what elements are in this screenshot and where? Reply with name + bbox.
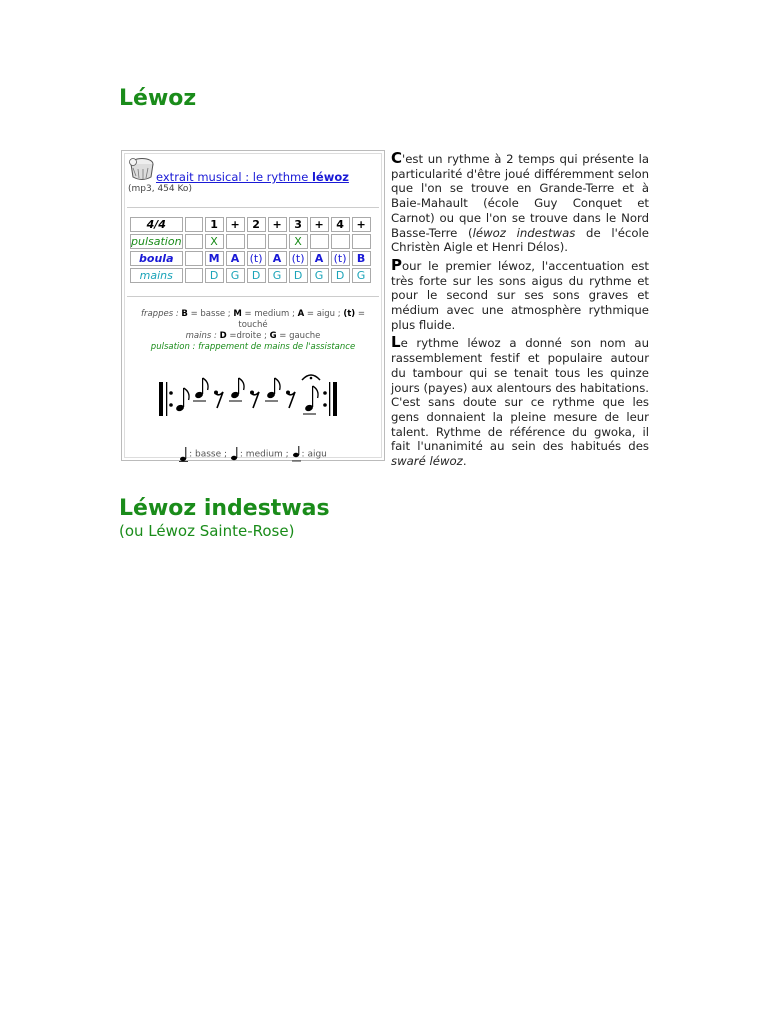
paragraph-text: . — [462, 454, 467, 469]
row-label-measure: 4/4 — [130, 217, 183, 232]
table-cell: D — [247, 268, 266, 283]
notes-legend-medium: : medium ; — [239, 449, 292, 460]
rhythm-box — [121, 150, 385, 461]
paragraph-text: our le premier léwoz, l'accentuation est très forte sur les sons aigus du rythme et pour le second sur ses sons graves et médium avec une atmosphère rythmique plus fluide. — [391, 258, 649, 332]
table-cell: (t) — [289, 251, 308, 266]
divider — [127, 207, 379, 208]
legend-desc: = medium ; — [241, 309, 298, 319]
rhythm-score — [155, 368, 355, 428]
table-cell — [331, 234, 350, 249]
table-row-pulsation — [130, 234, 371, 249]
description-text — [391, 151, 649, 472]
table-cell — [247, 234, 266, 249]
table-cell: G — [352, 268, 371, 283]
section-subtitle: (ou Léwoz Sainte-Rose) — [119, 522, 295, 540]
table-cell: D — [289, 268, 308, 283]
table-cell — [268, 234, 287, 249]
rhythm-table — [128, 215, 373, 285]
paragraph-italic: swaré léwoz — [391, 454, 463, 469]
legend-desc: = basse ; — [187, 309, 234, 319]
extract-meta: (mp3, 454 Ko) — [128, 184, 192, 194]
legend-frappes — [129, 309, 377, 331]
table-row-mains — [130, 268, 371, 283]
table-cell: 4 — [331, 217, 350, 232]
note-basse-icon — [179, 446, 189, 462]
legend-mains — [129, 331, 377, 342]
notes-legend — [129, 446, 377, 462]
row-label-mains: mains — [130, 268, 183, 283]
table-row-measure — [130, 217, 371, 232]
page-title: Léwoz — [119, 86, 197, 111]
table-gap-cell — [185, 234, 203, 249]
legend-key: G — [269, 331, 277, 341]
extract-audio-link[interactable] — [156, 170, 349, 184]
legend-desc: = gauche — [276, 331, 321, 341]
extract-link-prefix: extrait musical : le rythme — [156, 170, 312, 184]
drop-cap: C — [391, 149, 403, 167]
paragraph-text: e rythme léwoz a donné son nom au rassemblement festif et populaire autour du tambour qui se tenait tous les quinze jours (payes) aux alentours des habitations. C'est sans doute sur ce rythme que les gens donnaient la pleine mesure de leur talent. Rythme de référence du gwoka, il fait l'unanimité au sein des habitués des — [391, 336, 649, 454]
table-cell: G — [268, 268, 287, 283]
note-aigu-icon — [292, 446, 302, 462]
table-cell: B — [352, 251, 371, 266]
legend-mains-label: mains : — [185, 331, 217, 341]
drop-cap: L — [391, 333, 401, 352]
notes-legend-aigu: : aigu — [301, 449, 327, 460]
paragraph-1 — [391, 151, 649, 255]
paragraph-text: de l'école Christèn Aigle et Henri Délos). — [391, 225, 649, 255]
section-title: Léwoz indestwas — [119, 496, 330, 521]
table-cell: 3 — [289, 217, 308, 232]
table-cell: D — [205, 268, 224, 283]
table-cell: + — [226, 217, 245, 232]
table-cell: G — [226, 268, 245, 283]
note-medium-icon — [230, 446, 240, 462]
table-cell: A — [310, 251, 329, 266]
row-label-boula: boula — [130, 251, 183, 266]
legend-pulsation: pulsation : frappement de mains de l'assistance — [150, 342, 356, 352]
table-cell: + — [268, 217, 287, 232]
rhythm-box-inner — [124, 153, 382, 458]
legend-frappes-label: frappes : — [140, 309, 179, 319]
table-cell: D — [331, 268, 350, 283]
table-cell: (t) — [247, 251, 266, 266]
table-cell — [226, 234, 245, 249]
notes-legend-basse: : basse ; — [189, 449, 230, 460]
table-row-boula — [130, 251, 371, 266]
paragraph-text: 'est un rythme à 2 temps qui présente la particularité d'être joué différemment selon que l'on se trouve en Grande-Terre et à Baie-Mahault (école Guy Conquet et Carnot) ou que l'on se trouve dans le Nord Basse-Terre ( — [391, 152, 649, 240]
legend-key: D — [219, 331, 227, 341]
table-cell: X — [205, 234, 224, 249]
table-cell: A — [268, 251, 287, 266]
table-cell: (t) — [331, 251, 350, 266]
table-cell: M — [205, 251, 224, 266]
table-cell: + — [310, 217, 329, 232]
table-gap-cell — [185, 268, 203, 283]
row-label-pulsation: pulsation — [131, 235, 182, 248]
table-gap-cell — [185, 217, 203, 232]
drop-cap: P — [391, 255, 402, 274]
table-cell: X — [289, 234, 308, 249]
table-cell: 2 — [247, 217, 266, 232]
table-cell: A — [226, 251, 245, 266]
legend-desc: =droite ; — [226, 331, 270, 341]
divider — [127, 296, 379, 297]
legend-desc: = touché — [238, 309, 365, 330]
legend-key: A — [297, 309, 305, 319]
legend — [129, 309, 377, 353]
paragraph-italic: léwoz indestwas — [472, 225, 576, 240]
table-cell: 1 — [205, 217, 224, 232]
drum-icon[interactable] — [127, 156, 157, 182]
paragraph-3 — [391, 335, 649, 468]
table-cell: + — [352, 217, 371, 232]
legend-key: M — [233, 309, 242, 319]
table-cell: G — [310, 268, 329, 283]
paragraph-2 — [391, 255, 649, 333]
table-cell — [310, 234, 329, 249]
table-gap-cell — [185, 251, 203, 266]
table-cell — [352, 234, 371, 249]
legend-key: (t) — [343, 309, 356, 319]
legend-key: B — [181, 309, 188, 319]
extract-link-bold: léwoz — [311, 170, 349, 184]
legend-desc: = aigu ; — [304, 309, 344, 319]
